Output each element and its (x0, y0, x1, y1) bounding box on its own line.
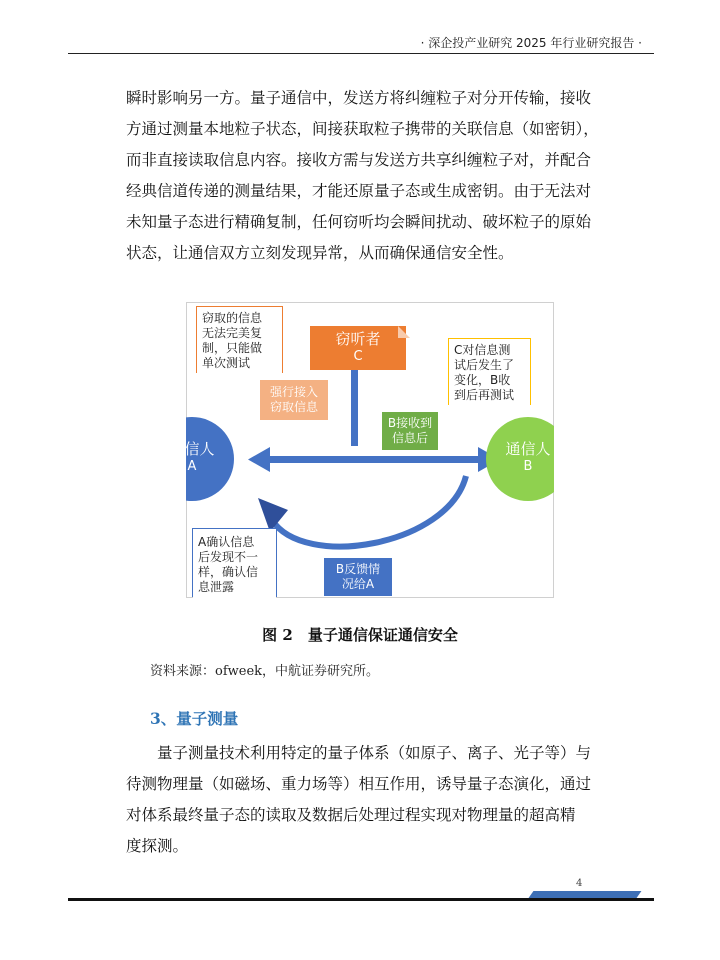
b-feedback-line: B反馈情 (335, 562, 381, 576)
b-receive-line: B接收到 (387, 416, 433, 430)
note-a-confirm (193, 531, 276, 599)
body-paragraph-1 (126, 83, 604, 269)
paragraph-line: 方通过测量本地粒子状态，间接获取粒子携带的关联信息（如密钥）， (126, 120, 599, 138)
paragraph-line: 经典信道传递的测量结果，才能还原量子态或生成密钥。由于无法对 (126, 182, 592, 200)
party-a-label (156, 440, 228, 476)
header-rule (68, 53, 654, 54)
note-line: 样，确认信 (198, 565, 259, 579)
b-receive-line: 信息后 (391, 431, 428, 445)
paragraph-line: 度探测。 (126, 837, 189, 855)
footer-rule (68, 898, 654, 901)
paragraph-line: 对体系最终量子态的读取及数据后处理过程实现对物理量的超高精 (126, 806, 576, 824)
channel-arrow-left-head (248, 447, 270, 472)
note-copy (197, 307, 282, 375)
note-line: 试后发生了 (454, 358, 515, 372)
note-line: A确认信息 (198, 535, 255, 549)
b-receive-box (382, 412, 438, 450)
channel-arrow-shaft (266, 456, 482, 463)
note-line: 单次测试 (202, 356, 251, 370)
note-line: 制，只能做 (202, 341, 263, 355)
paragraph-line: 而非直接读取信息内容。接收方需与发送方共享纠缠粒子对，并配合 (126, 151, 592, 169)
note-line: 变化，B收 (454, 373, 511, 387)
intercept-arrow-shaft (351, 370, 358, 446)
body-paragraph-2 (126, 738, 604, 862)
note-line: 窃取的信息 (202, 311, 263, 325)
note-line: 息泄露 (198, 580, 235, 594)
feedback-curve (272, 476, 466, 547)
party-a-id: A (187, 459, 197, 474)
header-title: · 深企投产业研究 2025 年行业研究报告 · (420, 36, 642, 50)
party-a-name: 通信人 (169, 440, 215, 458)
note-c-test (449, 339, 530, 407)
party-b-label (492, 440, 564, 476)
paragraph-line: 瞬时影响另一方。量子通信中，发送方将纠缠粒子对分开传输，接收 (126, 89, 592, 107)
footer-accent-band (529, 891, 642, 898)
note-line: 无法完美复 (202, 326, 263, 340)
forced-access-line: 强行接入 (269, 385, 318, 399)
paragraph-line: 未知量子态进行精确复制，任何窃听均会瞬间扰动、破坏粒子的原始 (126, 213, 592, 231)
quantum-communication-diagram (169, 302, 554, 598)
paragraph-line: 状态，让通信双方立刻发现异常，从而确保通信安全性。 (126, 244, 514, 262)
feedback-arrow-head (258, 498, 288, 532)
section-heading: 3、量子测量 (150, 709, 239, 728)
figure-caption: 图 2 量子通信保证通信安全 (262, 626, 458, 644)
note-line: C对信息测 (454, 343, 511, 357)
eavesdropper-box (310, 326, 406, 370)
eavesdropper-corner (398, 326, 410, 338)
party-b-name: 通信人 (505, 440, 551, 458)
eavesdropper-id: C (353, 349, 363, 364)
page-number: 4 (576, 878, 583, 889)
paragraph-line: 待测物理量（如磁场、重力场等）相互作用，诱导量子态演化，通过 (126, 775, 592, 793)
forced-access-box (260, 380, 328, 420)
note-line: 到后再测试 (454, 388, 515, 402)
party-b-id: B (523, 459, 533, 474)
figure-source: 资料来源：ofweek，中航证券研究所。 (150, 664, 380, 679)
forced-access-line: 窃取信息 (269, 400, 318, 414)
b-feedback-line: 况给A (341, 577, 375, 591)
eavesdropper-label: 窃听者 (335, 330, 381, 348)
paragraph-line: 量子测量技术利用特定的量子体系（如原子、离子、光子等）与 (157, 744, 592, 762)
b-feedback-box (324, 558, 392, 596)
note-line: 后发现不一 (198, 550, 259, 564)
